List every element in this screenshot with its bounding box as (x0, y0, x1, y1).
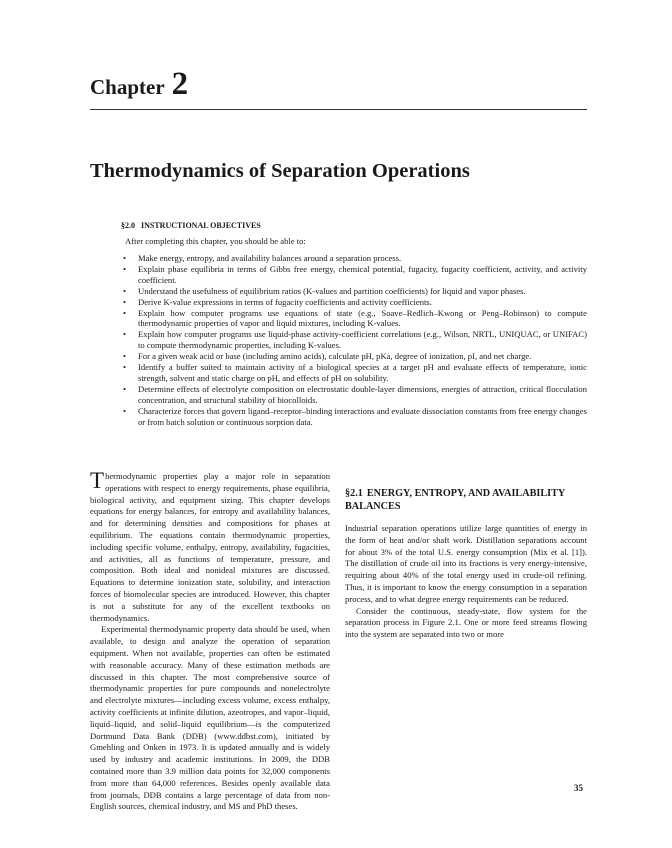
section-2-1-number: §2.1 (345, 488, 363, 499)
objective-item: • Characterize forces that govern ligand–receptor–binding interactions and evaluate dissociation constants from free energy changes or from batch solution or continuous sorption data. (123, 406, 587, 428)
objective-item: • For a given weak acid or base (including amino acids), calculate pH, pKa, degree of ionization, pI, and net charge. (123, 351, 587, 362)
objective-item: • Make energy, entropy, and availability balances around a separation process. (123, 253, 587, 264)
chapter-label: Chapter (90, 75, 165, 99)
page-number: 35 (574, 783, 583, 793)
objective-item: • Understand the usefulness of equilibrium ratios (K-values and partition coefficients) for liquid and vapor phases. (123, 286, 587, 297)
chapter-title: Thermodynamics of Separation Operations (90, 160, 470, 182)
section-2-1-heading (345, 488, 587, 513)
objectives-intro: After completing this chapter, you should be able to: (125, 236, 306, 246)
chapter-number: 2 (171, 66, 189, 102)
section-2-1-paragraph: Consider the continuous, steady-state, flow system for the separation process in Figure 2.1. One or more feed streams flowing into the system are separated into two or more (345, 605, 587, 640)
chapter-heading (90, 66, 188, 103)
intro-paragraph: Thermodynamic properties play a major role in separation operations with respect to energy requirements, phase equilibria, biological activity, and equipment sizing. This chapter develops equations for energy balances, for entropy and availability balances, and for determining densities and compositions for phases at equilibrium. The equations contain thermodynamic properties, including specific volume, enthalpy, entropy, availability, fugacities, and activities, all as functions of temperature, pressure, and composition. Both ideal and nonideal mixtures are discussed. Equations to determine ionization state, solubility, and interaction forces of biomolecular species are introduced. However, this chapter is not a substitute for any of the excellent textbooks on thermodynamics. (90, 468, 330, 623)
objective-item: • Derive K-value expressions in terms of fugacity coefficients and activity coefficients. (123, 297, 587, 308)
objectives-heading (121, 221, 261, 230)
section-2-1-paragraph: Industrial separation operations utilize large quantities of energy in the form of heat and/or shaft work. Distillation separations account for about 3% of the total U.S. energy consumption (Mix et al. [1]). The distillation of crude oil into its fractions is very energy-intensive, requiring about 40% of the total energy used in crude-oil refining. Thus, it is important to know the energy consumption in a separation process, and to what degree energy requirements can be reduced. (345, 523, 587, 604)
section-2-1-heading-text: ENERGY, ENTROPY, AND AVAILABILITY BALANCES (345, 488, 565, 512)
objective-item: • Explain how computer programs use liquid-phase activity-coefficient correlations (e.g., Wilson, NRTL, UNIQUAC, or UNIFAC) to compute thermodynamic properties, including K-values. (123, 329, 587, 351)
chapter-rule (90, 109, 587, 110)
data-sources-paragraph: Experimental thermodynamic property data should be used, when available, to design and analyze the operation of separation equipment. When not available, properties can often be estimated with reasonable accuracy. Many of these estimation methods are discussed in this chapter. The most comprehensive source of thermodynamic properties for pure compounds and nonelectrolyte and electrolyte mixtures—including excess volume, excess enthalpy, activity coefficients at infinite dilution, azeotropes, and vapor–liquid, liquid–liquid, and solid–liquid equilibrium—is the computerized Dortmund Data Bank (DDB) (www.ddbst.com), initiated by Gmehling and Onken in 1973. It is updated annually and is widely used by industry and academic institutions. In 2009, the DDB contained more than 3.9 million data points for 32,000 components from more than 64,000 references. Besides openly available data from journals, DDB contains a large percentage of data from non-English sources, chemical industry, and MS and PhD theses. (90, 624, 330, 812)
objective-item: • Explain phase equilibria in terms of Gibbs free energy, chemical potential, fugacity, fugacity coefficient, activity, and activity coefficient. (123, 264, 587, 286)
left-column (90, 468, 330, 813)
objective-item: • Explain how computer programs use equations of state (e.g., Soave–Redlich–Kwong or Peng–Robinson) to compute thermodynamic properties of vapor and liquid mixtures, including K-values. (123, 308, 587, 330)
objective-item: • Determine effects of electrolyte composition on electrostatic double-layer dimensions, energies of attraction, critical flocculation concentration, and structural stability of biocolloids. (123, 384, 587, 406)
objective-item: • Identify a buffer suited to maintain activity of a biological species at a target pH and evaluate effects of temperature, ionic strength, solvent and static charge on pH, and effects of pH on solubility. (123, 362, 587, 384)
objectives-section-number: §2.0 (121, 221, 135, 230)
objectives-list (123, 253, 587, 428)
objectives-heading-text: INSTRUCTIONAL OBJECTIVES (141, 221, 261, 230)
right-column (345, 474, 587, 641)
